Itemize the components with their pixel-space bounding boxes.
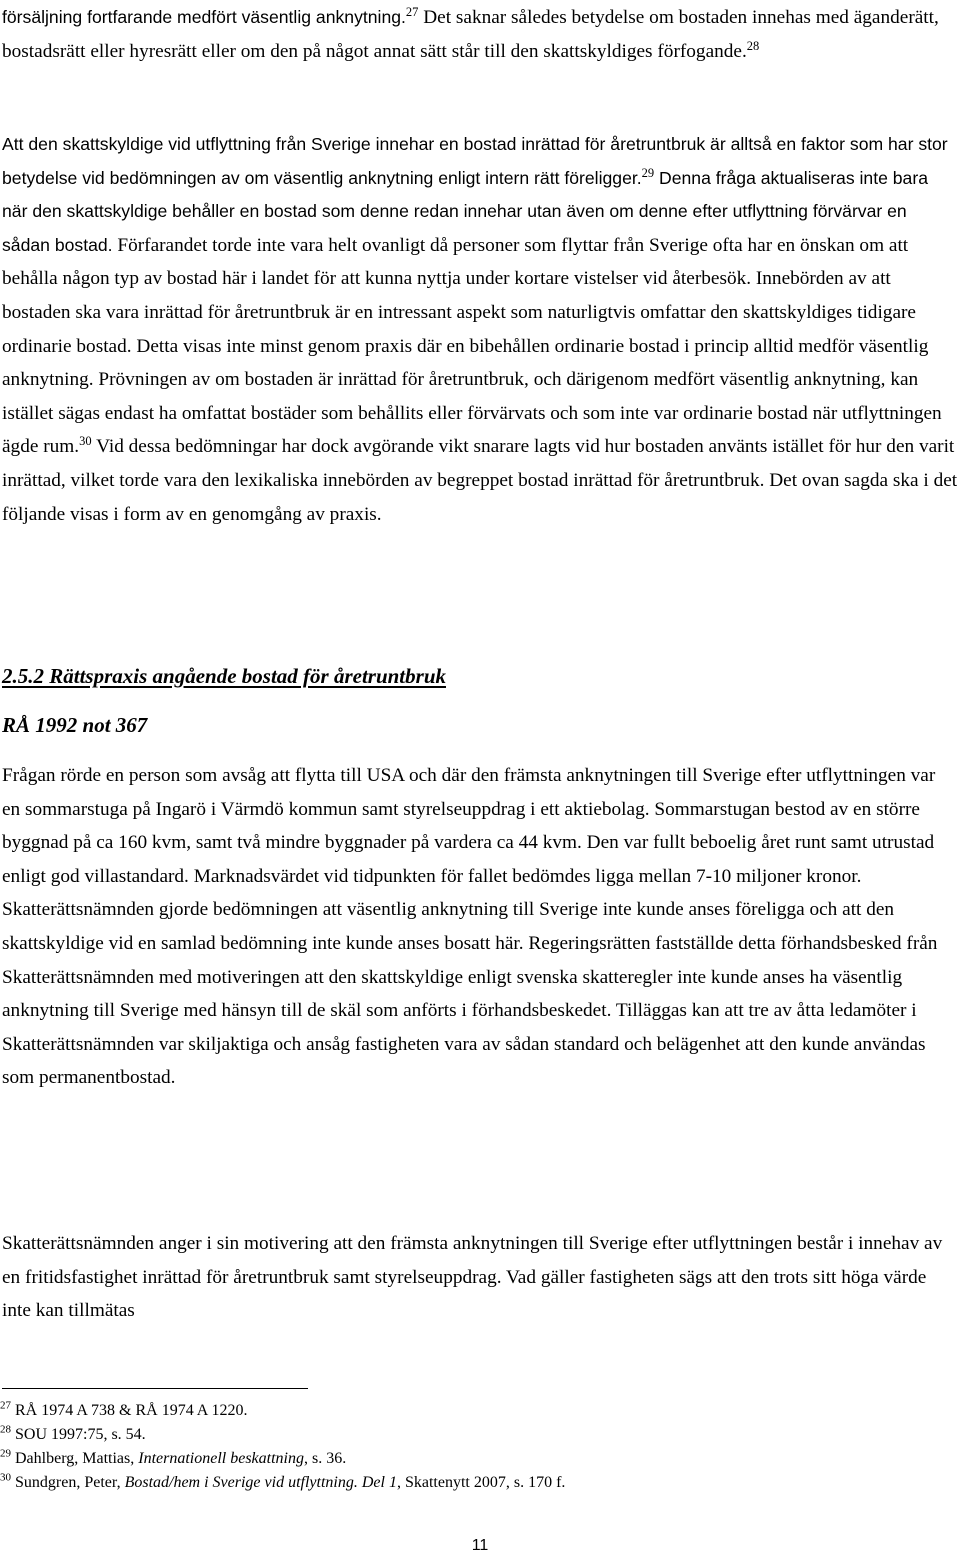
footnote-title: Bostad/hem i Sverige vid utflyttning. Del 1 (124, 1474, 397, 1491)
footnote-text: , Skattenytt 2007, s. 170 f. (396, 1474, 566, 1491)
footnote-text: Sundgren, Peter, (15, 1474, 125, 1491)
page-number: 11 (471, 1537, 489, 1554)
section-heading: 2.5.2 Rättspraxis angående bostad för åretruntbruk (2, 664, 446, 688)
footnote-28 (0, 1423, 960, 1447)
footnote-text: , s. 36. (303, 1450, 347, 1467)
footnote-number: 27 (0, 1399, 11, 1412)
footnote-list (0, 1399, 960, 1495)
footnote-ref-30: 30 (79, 434, 92, 449)
footnote-number: 28 (0, 1423, 11, 1436)
paragraph-1 (2, 1, 958, 68)
footnote-ref-28: 28 (746, 38, 760, 53)
footnote-ref-27: 27 (405, 5, 419, 20)
footnote-30 (0, 1471, 960, 1495)
paragraph-1-sentence: försäljning fortfarande medfört väsentlig anknytning. (2, 7, 406, 27)
footnote-text: Dahlberg, Mattias, (15, 1450, 139, 1467)
footnote-text: RÅ 1974 A 738 & RÅ 1974 A 1220. (15, 1402, 248, 1419)
footnote-title: Internationell beskattning (138, 1450, 304, 1467)
paragraph-1-text: Det saknar således betydelse om bostaden innehas med äganderätt, bostadsrätt eller hyresrätt eller om den på något annat sätt står till den skattskyldiges förfogande. (2, 7, 939, 62)
paragraph-2-text: Förfarandet torde inte vara helt ovanligt då personer som flyttar från Sverige ofta har en önskan om att behålla någon typ av bostad här i landet för att kunna nyttja under kortare vistelser vid återbesök. Innebörden av att bostaden ska vara inrättad för åretruntbruk är en intressant aspekt som naturligtvis omfattar den skattskyldiges tidigare ordinarie bostad. Detta visas inte minst genom praxis där en bibehållen ordinarie bostad i princip alltid medför väsentlig anknytning. Prövningen av om bostaden är inrättad för åretruntbruk, och därigenom medfört väsentlig anknytning, kan istället sägas endast ha omfattat bostäder som behållits eller förvärvats och som inte var ordinarie bostad när utflyttningen ägde rum. (2, 234, 942, 458)
paragraph-2-sentence-2: Denna fråga aktualiseras inte bara när den skattskyldige behåller en bostad som denne redan innehar utan även om denne efter utflyttning förvärvar en sådan bostad. (2, 167, 928, 255)
case-heading: RÅ 1992 not 367 (2, 713, 148, 737)
footnote-27 (0, 1399, 960, 1423)
footnote-29 (0, 1447, 960, 1471)
paragraph-2 (2, 128, 958, 531)
footnote-ref-29: 29 (641, 165, 655, 180)
paragraph-2-text-end: Vid dessa bedömningar har dock avgörande vikt snarare lagts vid hur bostaden använts istället för hur den varit inrättad, vilket torde vara den lexikaliska innebörden av begreppet bostad inrättad för åretruntbruk. Det ovan sagda ska i det följande visas i form av en genomgång av praxis. (2, 436, 958, 525)
footnote-separator (2, 1388, 308, 1389)
paragraph-2-sentence-1: Att den skattskyldige vid utflyttning från Sverige innehar en bostad inrättad för åretruntbruk är alltså en faktor som har stor betydelse vid bedömningen av om väsentlig anknytning enligt intern rätt föreligger. (2, 134, 948, 188)
footnote-text: SOU 1997:75, s. 54. (15, 1426, 146, 1443)
footnote-number: 29 (0, 1447, 11, 1460)
footnote-number: 30 (0, 1471, 11, 1484)
paragraph-4: Skatterättsnämnden anger i sin motivering att den främsta anknytningen till Sverige efter utflyttningen består i innehav av en fritidsfastighet inrättad för åretruntbruk samt styrelseuppdrag. Vad gäller fastigheten sägs att den trots sitt höga värde inte kan tillmätas (2, 1233, 943, 1322)
paragraph-3: Frågan rörde en person som avsåg att flytta till USA och där den främsta anknytningen till Sverige efter utflyttningen var en sommarstuga på Ingarö i Värmdö kommun samt styrelseuppdrag i ett aktiebolag. Sommarstugan bestod av en större byggnad på ca 160 kvm, samt två mindre byggnader på vardera ca 44 kvm. Den var fullt beboelig året runt samt utrustad enligt god villastandard. Marknadsvärdet vid tidpunkten för fallet bedömdes ligga mellan 7-10 miljoner kronor. Skatterättsnämnden gjorde bedömningen att väsentlig anknytning till Sverige inte kunde anses föreligga och att den skattskyldige vid en samlad bedömning inte kunde anses bosatt här. Regeringsrätten fastställde detta förhandsbesked från Skatterättsnämnden med motiveringen att den skattskyldige enligt svenska skatteregler inte kunde anses ha väsentlig anknytning till Sverige med hänsyn till de skäl som anförts i förhandsbeskedet. Tilläggas kan att tre av åtta ledamöter i Skatterättsnämnden var skiljaktiga och ansåg fastigheten vara av sådan standard och belägenhet att den kunde användas som permanentbostad. (2, 765, 938, 1089)
